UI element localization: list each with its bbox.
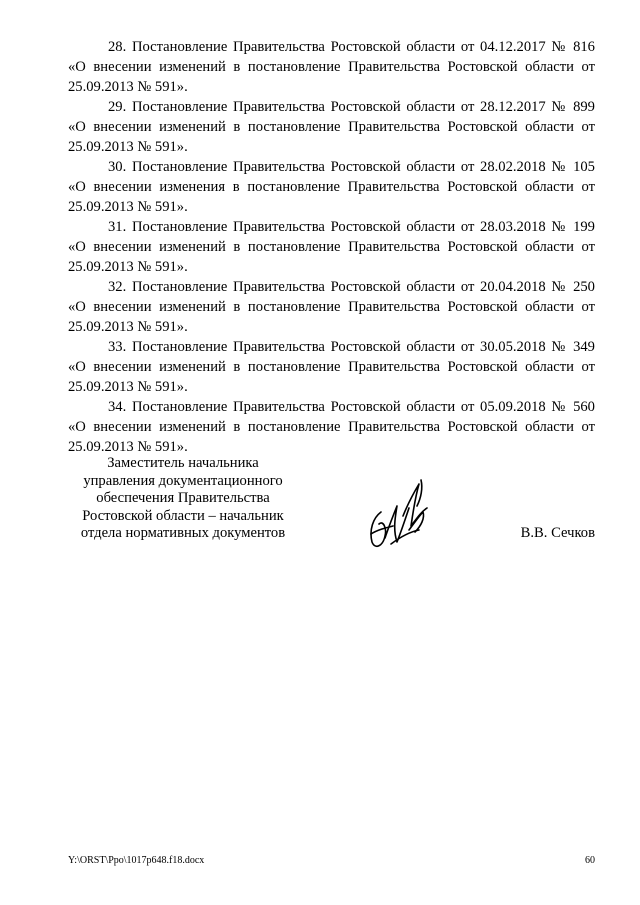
list-item [68, 397, 595, 457]
item-text: Постановление Правительства Ростовской области от 04.12.2017 № 816 «О внесении изменений в постановление Правительства Ростовской области от 25.09.2013 № 591». [68, 39, 595, 95]
list-item [68, 277, 595, 337]
list-item [68, 37, 595, 97]
list-item [68, 217, 595, 277]
signer-name: В.В. Сечков [520, 525, 595, 541]
list-item [68, 157, 595, 217]
list-item [68, 337, 595, 397]
item-text: Постановление Правительства Ростовской области от 28.02.2018 № 105 «О внесении изменения в постановление Правительства Ростовской области от 25.09.2013 № 591». [68, 159, 595, 215]
list-item [68, 97, 595, 157]
document-list [68, 37, 595, 457]
item-number: 33. [108, 339, 127, 355]
item-number: 30. [108, 159, 127, 175]
handwritten-signature-icon [363, 472, 435, 552]
signature-block [68, 455, 595, 565]
signer-position [68, 455, 298, 543]
position-line: Ростовской области – начальник [82, 507, 284, 524]
position-line: отдела нормативных документов [80, 525, 286, 541]
item-text: Постановление Правительства Ростовской области от 05.09.2018 № 560 «О внесении изменений в постановление Правительства Ростовской области от 25.09.2013 № 591». [68, 399, 595, 455]
page-number: 60 [585, 855, 595, 866]
position-line: Заместитель начальника [107, 455, 259, 471]
item-number: 31. [108, 219, 127, 235]
item-number: 29. [108, 99, 127, 115]
position-line: управления документационного [83, 472, 283, 489]
position-line: обеспечения Правительства [96, 490, 270, 506]
item-text: Постановление Правительства Ростовской области от 28.12.2017 № 899 «О внесении изменений в постановление Правительства Ростовской области от 25.09.2013 № 591». [68, 99, 595, 155]
item-text: Постановление Правительства Ростовской области от 28.03.2018 № 199 «О внесении изменений в постановление Правительства Ростовской области от 25.09.2013 № 591». [68, 219, 595, 275]
item-number: 28. [108, 39, 127, 55]
item-text: Постановление Правительства Ростовской области от 20.04.2018 № 250 «О внесении изменений в постановление Правительства Ростовской области от 25.09.2013 № 591». [68, 279, 595, 335]
item-number: 34. [108, 399, 127, 415]
footer-file-path: Y:\ORST\Ppo\1017p648.f18.docx [68, 855, 205, 866]
item-number: 32. [108, 279, 127, 295]
item-text: Постановление Правительства Ростовской области от 30.05.2018 № 349 «О внесении изменений в постановление Правительства Ростовской области от 25.09.2013 № 591». [68, 339, 595, 395]
